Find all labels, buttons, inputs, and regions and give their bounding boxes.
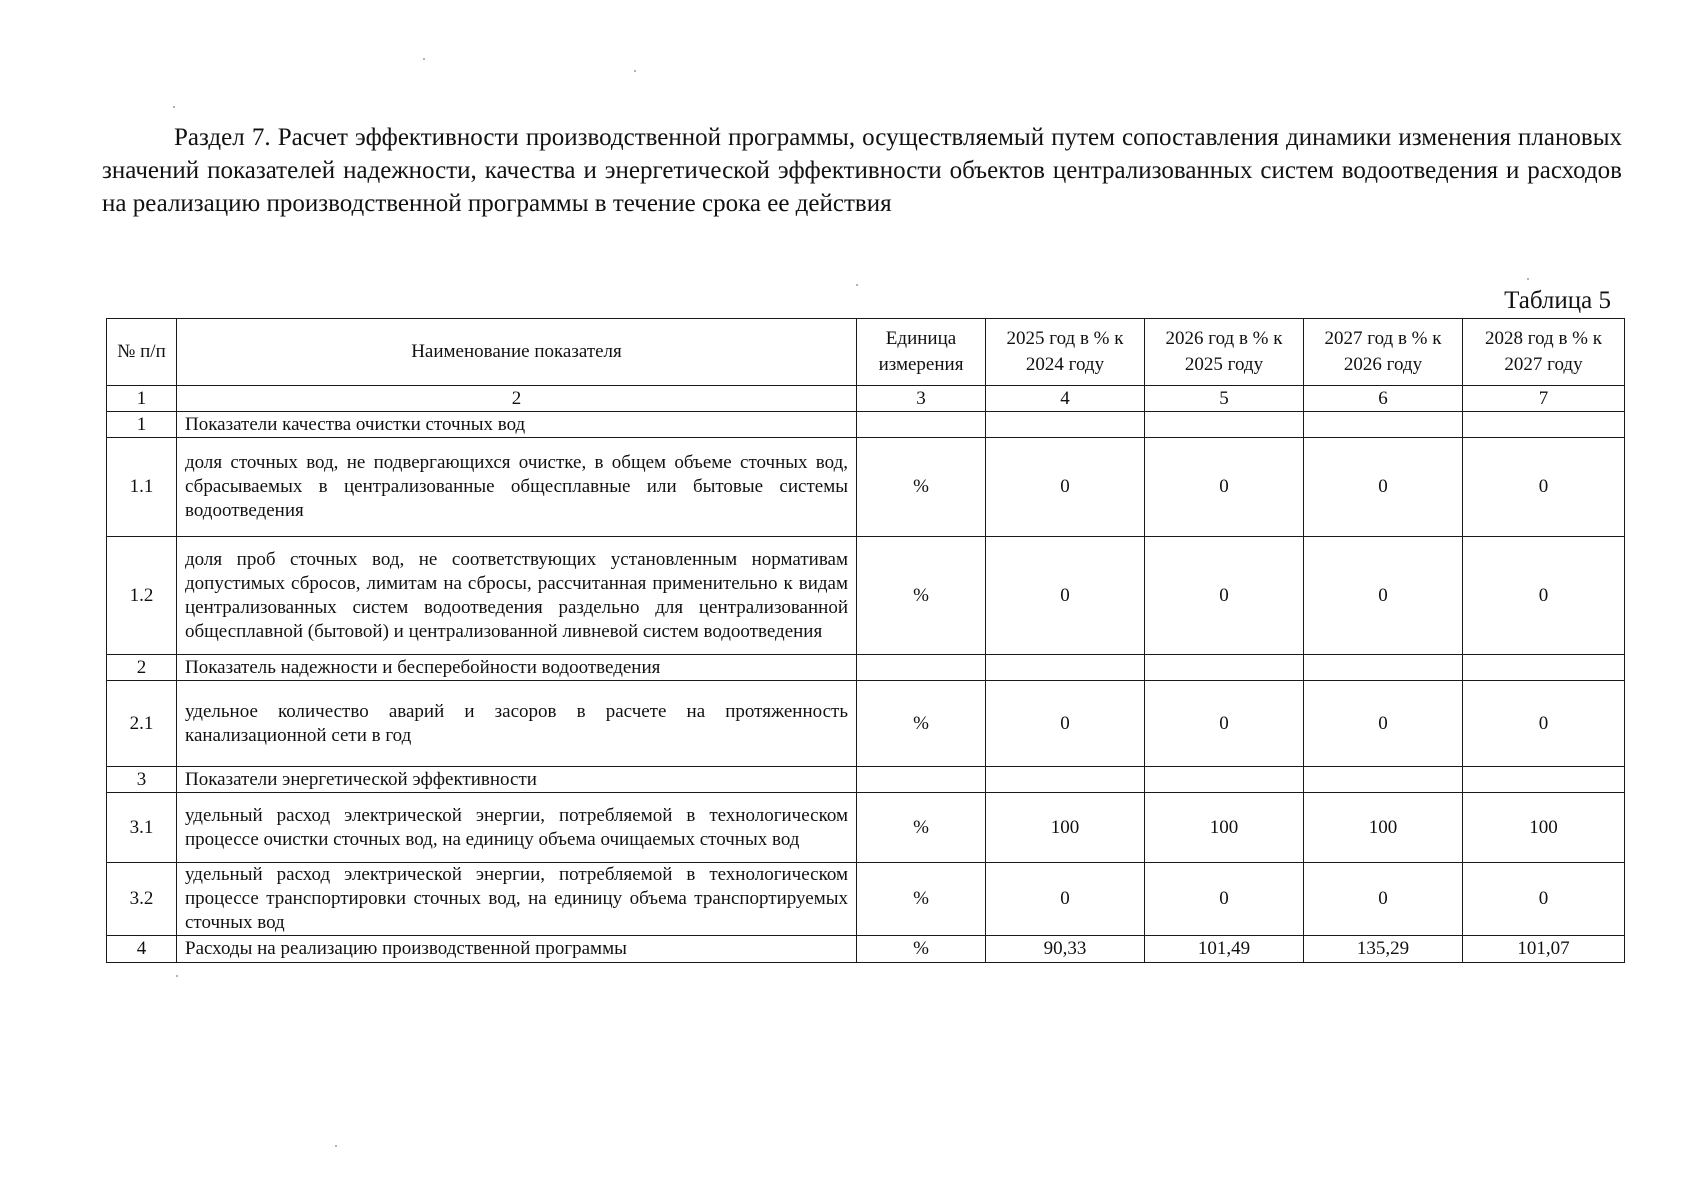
scan-speck bbox=[1527, 278, 1529, 280]
unit-cell bbox=[857, 412, 986, 438]
row-number: 3 bbox=[107, 767, 177, 793]
table-row bbox=[107, 537, 1625, 655]
value-2028: 0 bbox=[1463, 438, 1625, 537]
unit-cell: % bbox=[857, 681, 986, 767]
value-2025 bbox=[986, 655, 1145, 681]
table-row bbox=[107, 412, 1625, 438]
row-number: 1.1 bbox=[107, 438, 177, 537]
row-number: 1 bbox=[107, 412, 177, 438]
value-2028: 0 bbox=[1463, 537, 1625, 655]
value-2026: 0 bbox=[1145, 537, 1304, 655]
column-number: 1 bbox=[107, 386, 177, 412]
value-2028: 100 bbox=[1463, 793, 1625, 863]
header-2027: 2027 год в % к 2026 году bbox=[1304, 319, 1463, 386]
value-2028 bbox=[1463, 412, 1625, 438]
scan-speck bbox=[176, 975, 178, 977]
column-number: 5 bbox=[1145, 386, 1304, 412]
table-label: Таблица 5 bbox=[1504, 287, 1611, 314]
value-2028: 0 bbox=[1463, 863, 1625, 936]
column-number-row bbox=[107, 386, 1625, 412]
value-2025: 100 bbox=[986, 793, 1145, 863]
row-number: 2 bbox=[107, 655, 177, 681]
value-2026: 100 bbox=[1145, 793, 1304, 863]
column-number: 6 bbox=[1304, 386, 1463, 412]
scan-speck bbox=[856, 284, 858, 286]
value-2025: 0 bbox=[986, 863, 1145, 936]
indicator-name: Расходы на реализацию производственной программы bbox=[177, 936, 857, 963]
table-row bbox=[107, 767, 1625, 793]
value-2027: 0 bbox=[1304, 537, 1463, 655]
value-2027: 0 bbox=[1304, 863, 1463, 936]
table-row bbox=[107, 438, 1625, 537]
value-2027 bbox=[1304, 655, 1463, 681]
indicator-name: Показатели качества очистки сточных вод bbox=[177, 412, 857, 438]
value-2026 bbox=[1145, 412, 1304, 438]
indicator-name: доля проб сточных вод, не соответствующих установленным нормативам допустимых сбросов, лимитам на сбросы, рассчитанная применительно к видам централизованных систем водоотведения раздельно для централизованной общесплавной (бытовой) и централизованной ливневой систем водоотведения bbox=[177, 537, 857, 655]
value-2028 bbox=[1463, 655, 1625, 681]
value-2026: 0 bbox=[1145, 681, 1304, 767]
header-num: № п/п bbox=[107, 319, 177, 386]
value-2027: 135,29 bbox=[1304, 936, 1463, 963]
value-2025: 90,33 bbox=[986, 936, 1145, 963]
value-2027: 0 bbox=[1304, 681, 1463, 767]
unit-cell: % bbox=[857, 438, 986, 537]
value-2025: 0 bbox=[986, 537, 1145, 655]
header-name: Наименование показателя bbox=[177, 319, 857, 386]
column-number: 2 bbox=[177, 386, 857, 412]
column-number: 7 bbox=[1463, 386, 1625, 412]
table-row bbox=[107, 681, 1625, 767]
scan-speck bbox=[335, 1145, 337, 1147]
unit-cell: % bbox=[857, 863, 986, 936]
unit-cell bbox=[857, 767, 986, 793]
header-unit: Единица измерения bbox=[857, 319, 986, 386]
value-2027: 0 bbox=[1304, 438, 1463, 537]
value-2027 bbox=[1304, 412, 1463, 438]
value-2026 bbox=[1145, 767, 1304, 793]
indicator-name: удельный расход электрической энергии, потребляемой в технологическом процессе очистки сточных вод, на единицу объема очищаемых сточных вод bbox=[177, 793, 857, 863]
value-2026: 0 bbox=[1145, 438, 1304, 537]
value-2026 bbox=[1145, 655, 1304, 681]
indicator-name: Показатели энергетической эффективности bbox=[177, 767, 857, 793]
scan-speck bbox=[173, 106, 175, 108]
indicator-name: удельный расход электрической энергии, потребляемой в технологическом процессе транспортировки сточных вод, на единицу объема транспортируемых сточных вод bbox=[177, 863, 857, 936]
value-2026: 0 bbox=[1145, 863, 1304, 936]
table-row bbox=[107, 655, 1625, 681]
unit-cell: % bbox=[857, 537, 986, 655]
value-2025: 0 bbox=[986, 438, 1145, 537]
value-2028: 0 bbox=[1463, 681, 1625, 767]
value-2025: 0 bbox=[986, 681, 1145, 767]
value-2028 bbox=[1463, 767, 1625, 793]
value-2025 bbox=[986, 412, 1145, 438]
unit-cell: % bbox=[857, 793, 986, 863]
row-number: 2.1 bbox=[107, 681, 177, 767]
value-2027: 100 bbox=[1304, 793, 1463, 863]
header-2026: 2026 год в % к 2025 году bbox=[1145, 319, 1304, 386]
efficiency-table bbox=[106, 318, 1625, 963]
header-2025: 2025 год в % к 2024 году bbox=[986, 319, 1145, 386]
value-2026: 101,49 bbox=[1145, 936, 1304, 963]
column-number: 4 bbox=[986, 386, 1145, 412]
value-2027 bbox=[1304, 767, 1463, 793]
column-number: 3 bbox=[857, 386, 986, 412]
value-2028: 101,07 bbox=[1463, 936, 1625, 963]
row-number: 1.2 bbox=[107, 537, 177, 655]
table-row bbox=[107, 936, 1625, 963]
scan-speck bbox=[634, 70, 636, 72]
value-2025 bbox=[986, 767, 1145, 793]
indicator-name: Показатель надежности и бесперебойности водоотведения bbox=[177, 655, 857, 681]
row-number: 3.1 bbox=[107, 793, 177, 863]
table-row bbox=[107, 793, 1625, 863]
row-number: 4 bbox=[107, 936, 177, 963]
scan-speck bbox=[423, 58, 425, 60]
table-row bbox=[107, 863, 1625, 936]
section-heading: Раздел 7. Расчет эффективности производственной программы, осуществляемый путем сопоставления динамики изменения плановых значений показателей надежности, качества и энергетической эффективности объектов централизованных систем водоотведения и расходов на реализацию производственной программы в течение срока ее действия bbox=[102, 124, 1622, 217]
header-2028: 2028 год в % к 2027 году bbox=[1463, 319, 1625, 386]
unit-cell bbox=[857, 655, 986, 681]
unit-cell: % bbox=[857, 936, 986, 963]
table-header-row bbox=[107, 319, 1625, 386]
indicator-name: доля сточных вод, не подвергающихся очистке, в общем объеме сточных вод, сбрасываемых в централизованные общесплавные или бытовые системы водоотведения bbox=[177, 438, 857, 537]
indicator-name: удельное количество аварий и засоров в расчете на протяженность канализационной сети в год bbox=[177, 681, 857, 767]
row-number: 3.2 bbox=[107, 863, 177, 936]
